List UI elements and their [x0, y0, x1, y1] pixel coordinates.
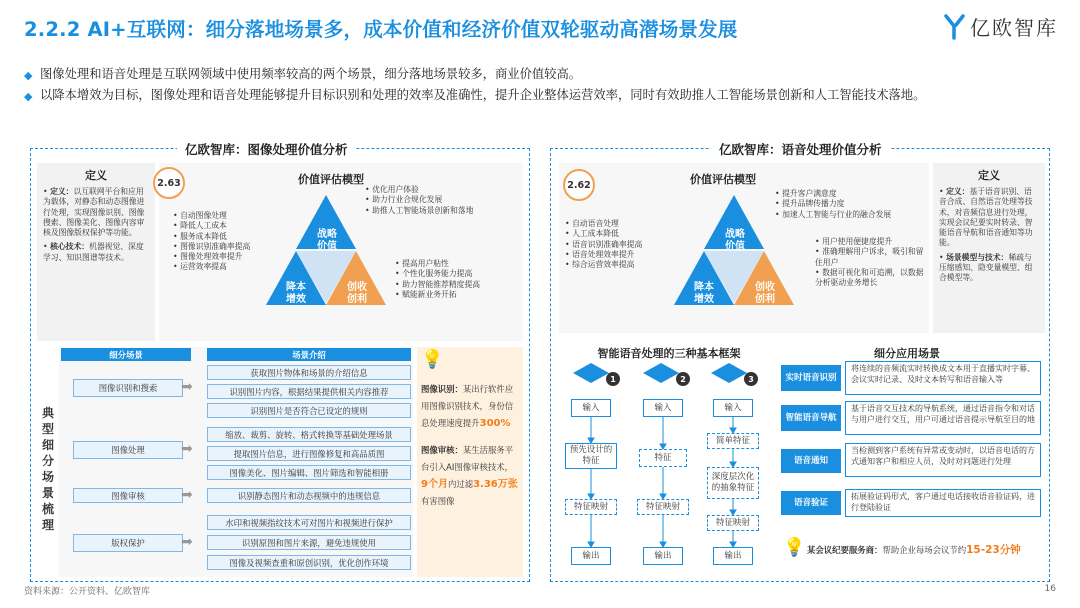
framework-number: 3 — [748, 375, 754, 384]
scene-name: 图像识别和搜索 — [73, 379, 183, 397]
scene-intro: 图像美化、图片编辑、图片筛选和智能相册 — [207, 465, 411, 480]
bullet-item: ◆ 图像处理和语音处理是互联网领域中使用频率较高的两个场景，细分落地场景较多，商业价值较高。 — [24, 67, 582, 82]
value-list-revenue: • 提高用户粘性 • 个性化服务能力提高 • 助力智能推荐精度提高 • 赋能新业务开拓 — [395, 259, 481, 299]
definition-item: • 定义：基于语音识别、语音合成、自然语言处理等技术，对音频信息进行处理，实现会议纪要实时转录、智能语音导航和语音通知等功能。 — [939, 187, 1033, 248]
lightbulb-icon: 💡 — [783, 537, 806, 558]
panel-title: 亿欧智库：语音处理价值分析 — [711, 140, 890, 158]
framework-step: 预先设计的特征 — [565, 443, 617, 469]
definition-title: 定义 — [978, 169, 1000, 182]
scene-intro: 识别图片是否符合已设定的规则 — [207, 403, 411, 418]
case-note: 某会议纪要服务商：帮助企业每场会议节约15-23分钟 — [807, 544, 1021, 556]
framework-step: 深度层次化的抽象特征 — [707, 467, 759, 499]
tri-label-strategy: 战略 价值 — [725, 229, 745, 252]
arrow-right-icon: ➡ — [181, 534, 193, 550]
intro-bullets — [24, 66, 1064, 108]
app-scene-name: 语音验证 — [781, 491, 841, 515]
value-list-revenue: • 用户使用便捷度提升 • 准确理解用户诉求，吸引和留住用户 • 数据可视化和可追溯，以数据分析驱动业务增长 — [815, 237, 924, 288]
scene-intro: 识别原图和图片来源，避免违规使用 — [207, 535, 411, 550]
score-badge: 2.62 — [563, 169, 595, 201]
value-list-cost: • 自动语音处理 • 人工成本降低 • 语音识别准确率提高 • 语音处理效率提升 • 综合运营效率提高 — [565, 219, 643, 270]
framework-step: 简单特征 — [707, 433, 759, 449]
page-title: 2.2.2 AI+互联网：细分落地场景多，成本价值和经济价值双轮驱动高潜场景发展 — [24, 18, 738, 41]
framework-step: 特征映射 — [565, 499, 617, 515]
definition-box — [37, 163, 155, 341]
bullet-item: ◆ 以降本增效为目标，图像处理和语音处理能够提升目标识别和处理的效率及准确性，提升企业整体运营效率，同时有效助推人工智能场景创新和人工智能技术落地。 — [24, 88, 926, 103]
app-scene-desc: 拓展验证码形式，客户通过电话接收语音验证码，进行登陆验证 — [845, 489, 1041, 517]
scene-name: 版权保护 — [73, 534, 183, 552]
score-badge: 2.63 — [153, 167, 185, 199]
framework-step: 输出 — [571, 547, 611, 565]
scene-intro: 缩放、裁剪、旋转、格式转换等基础处理场景 — [207, 427, 411, 442]
table-vertical-label: 典型细分场景梳理 — [41, 406, 54, 532]
voice-processing-panel — [550, 142, 1050, 582]
panel-title: 亿欧智库：图像处理价值分析 — [177, 140, 356, 158]
framework-step: 输出 — [643, 547, 683, 565]
value-list-cost: • 自动图像处理 • 降低人工成本 • 服务成本降低 • 图像识别准确率提高 • 图像处理效率提升 • 运营效率提高 — [173, 211, 251, 272]
framework-step: 特征 — [639, 449, 687, 467]
diamond-icon: ◆ — [24, 90, 33, 103]
framework-number: 2 — [680, 375, 686, 384]
image-processing-panel — [30, 142, 530, 582]
scene-intro: 水印和视频指纹技术可对图片和视频进行保护 — [207, 515, 411, 530]
tri-label-strategy: 战略 价值 — [317, 229, 337, 252]
arrow-right-icon: ➡ — [181, 441, 193, 457]
case-note: 图像审核：某生活服务平台引入AI图像审核技术，9个月内过滤3.36万张有害图像 — [421, 445, 518, 506]
scene-name: 图像审核 — [73, 488, 183, 503]
model-title: 价值评估模型 — [298, 173, 364, 186]
framework-step: 输出 — [713, 547, 753, 565]
source-note: 资料来源：公开资料、亿欧智库 — [24, 587, 151, 597]
scene-intro: 提取图片信息，进行图像修复和高品质图 — [207, 446, 411, 461]
value-list-strategy: • 优化用户体验 • 助力行业合规化发展 • 助推人工智能场景创新和落地 — [365, 185, 474, 215]
framework-step: 输入 — [643, 399, 683, 417]
value-list-strategy: • 提升客户满意度 • 提升品牌传播力度 • 加速人工智能与行业的融合发展 — [775, 189, 892, 219]
definition-item: • 核心技术：机器视觉、深度学习、知识图谱等技术。 — [43, 242, 144, 262]
framework-step: 输入 — [713, 399, 753, 417]
scene-intro: 获取图片物体和场景的介绍信息 — [207, 365, 411, 380]
logo-text: 亿欧智库 — [970, 16, 1058, 40]
page-number: 16 — [1044, 584, 1056, 594]
scene-intro: 识别图片内容，根据结果提供相关内容推荐 — [207, 384, 411, 399]
definition-item: • 定义：以互联网平台和应用为载体，对静态和动态图像进行处理，实现图像识别、图像搜索、图像美化、图像内容审核及图像版权保护等功能。 — [43, 187, 145, 238]
definition-item: • 场景模型与技术：稀疏与压缩感知、隐变量模型、组合模型等。 — [939, 252, 1033, 283]
case-note-box — [417, 347, 523, 577]
lightbulb-icon: 💡 — [421, 349, 444, 370]
brand-logo — [944, 12, 1058, 41]
table-header-intro: 场景介绍 — [207, 348, 411, 361]
framework-step: 特征映射 — [707, 515, 759, 531]
app-scene-desc: 将连续的音频流实时转换成文本用于直播实时字幕、会议实时记录、及时文本转写和语音输入等 — [845, 361, 1041, 395]
tri-label-cost: 降本 增效 — [286, 282, 306, 305]
tri-label-revenue: 创收 创利 — [347, 282, 367, 305]
definition-box — [933, 163, 1045, 333]
case-note: 图像识别：某出行软件应用图像识别技术，身份信息处理速度提升300% — [421, 384, 514, 429]
table-header-scene: 细分场景 — [61, 348, 191, 361]
framework-step: 输入 — [571, 399, 611, 417]
framework-connectors — [551, 149, 781, 579]
scene-intro: 图像及视频查重和原创识别，优化创作环境 — [207, 555, 411, 570]
scene-intro: 识别静态图片和动态视频中的违规信息 — [207, 488, 411, 503]
app-scene-desc: 当检测到客户系统有异常或变动时，以语音电话的方式通知客户和相应人员，及时对问题进行处理 — [845, 443, 1041, 477]
app-scene-name: 语音通知 — [781, 449, 841, 473]
tri-label-cost: 降本 增效 — [694, 282, 714, 305]
framework-step: 特征映射 — [637, 499, 689, 515]
app-scene-desc: 基于语音交互技术的导航系统，通过语音指令和对话与用户进行交互，用户可通过语音提示导航至目的地 — [845, 401, 1041, 435]
model-title: 价值评估模型 — [690, 173, 756, 186]
app-scene-name: 智能语音导航 — [781, 405, 841, 431]
diamond-icon: ◆ — [24, 69, 33, 82]
app-scene-title: 细分应用场景 — [874, 347, 940, 360]
arrow-right-icon: ➡ — [181, 379, 193, 395]
tri-label-revenue: 创收 创利 — [755, 282, 775, 305]
logo-mark-icon — [944, 14, 966, 40]
app-scene-name: 实时语音识别 — [781, 365, 841, 391]
arrow-right-icon: ➡ — [181, 487, 193, 503]
definition-title: 定义 — [85, 169, 107, 182]
scene-name: 图像处理 — [73, 441, 183, 459]
framework-title: 智能语音处理的三种基本框架 — [597, 347, 741, 360]
framework-number: 1 — [610, 375, 616, 384]
